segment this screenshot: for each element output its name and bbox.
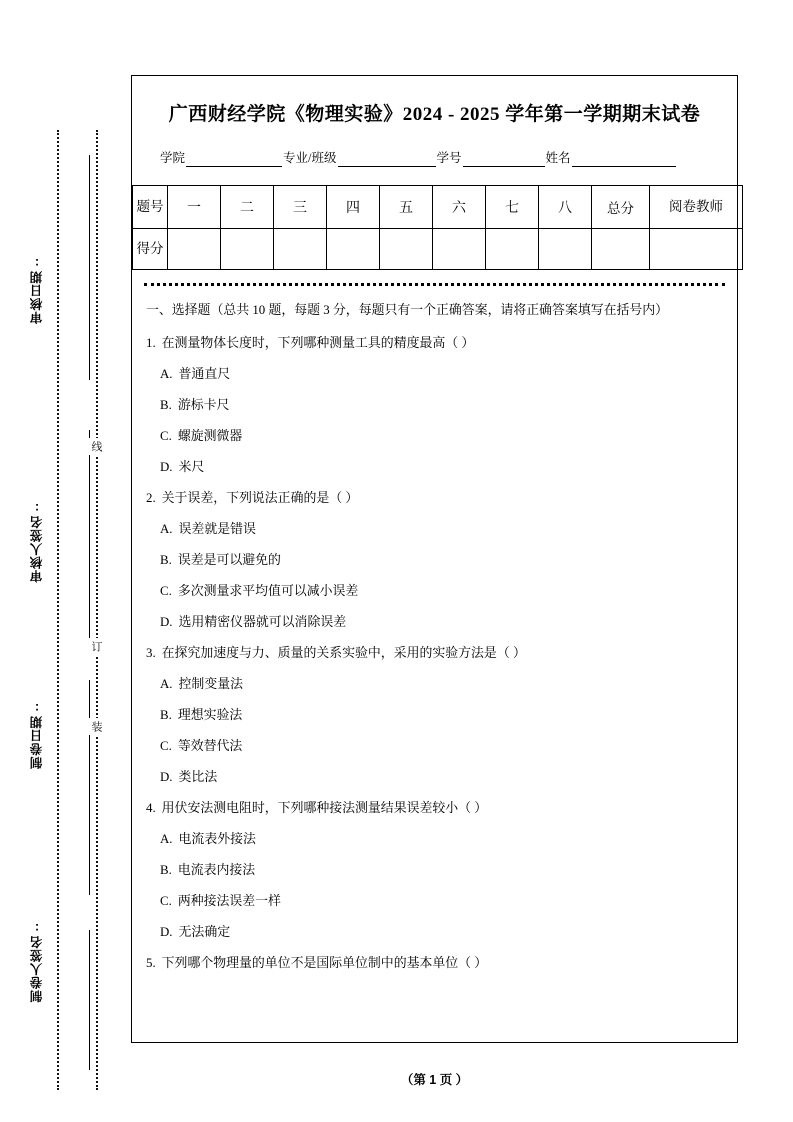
option-text: 误差就是错误: [178, 522, 256, 536]
question-option[interactable]: [160, 612, 723, 632]
score-cell-q6[interactable]: [433, 229, 486, 270]
question-option[interactable]: [160, 519, 723, 539]
section-heading: 一、选择题（总共 10 题，每题 3 分，每题只有一个正确答案，请将正确答案填写在括号内）: [146, 303, 669, 317]
section-divider: [144, 283, 725, 286]
question-option[interactable]: [160, 674, 723, 694]
question-option[interactable]: [160, 550, 723, 570]
score-table: [132, 185, 743, 270]
margin-label-reviewer-signature: 审核人签名:: [30, 500, 44, 583]
table-row-question-numbers: [133, 186, 743, 229]
margin-dotted-line-inner: [57, 130, 59, 1090]
exam-paper: [131, 75, 738, 1043]
row-header-score: 得分: [133, 229, 168, 270]
question-text: 在探究加速度与力、质量的关系实验中，采用的实验方法是（ ）: [161, 646, 526, 660]
table-row-scores: [133, 229, 743, 270]
question-number: 5.: [146, 956, 156, 970]
question-option[interactable]: [160, 705, 723, 725]
option-text: 多次测量求平均值可以减小误差: [177, 584, 359, 598]
question-option[interactable]: [160, 860, 723, 880]
question-option[interactable]: [160, 426, 723, 446]
question-stem: [146, 798, 723, 818]
option-text: 无法确定: [178, 925, 231, 939]
question-stem: [146, 333, 723, 353]
option-key: A.: [160, 832, 173, 846]
table-cell-q4: 四: [327, 186, 380, 229]
option-key: B.: [160, 708, 172, 722]
option-text: 电流表外接法: [178, 832, 256, 846]
table-cell-q6: 六: [433, 186, 486, 229]
question-option[interactable]: [160, 891, 723, 911]
table-cell-q7: 七: [486, 186, 539, 229]
margin-label-preparer-signature: 制卷人签名:: [30, 920, 44, 1003]
question-text: 用伏安法测电阻时，下列哪种接法测量结果误差较小（ ）: [161, 801, 488, 815]
page-footer: （第 1 页 ）: [400, 1073, 469, 1087]
option-key: D.: [160, 770, 173, 784]
info-label-college: 学院: [160, 151, 186, 165]
info-label-major-class: 专业/班级: [283, 151, 337, 165]
question-option[interactable]: [160, 829, 723, 849]
option-key: B.: [160, 863, 172, 877]
option-text: 两种接法误差一样: [177, 894, 281, 908]
question-option[interactable]: [160, 767, 723, 787]
table-cell-q8: 八: [539, 186, 592, 229]
score-cell-q2[interactable]: [221, 229, 274, 270]
score-cell-q3[interactable]: [274, 229, 327, 270]
question-option[interactable]: [160, 581, 723, 601]
score-cell-q8[interactable]: [539, 229, 592, 270]
option-key: B.: [160, 553, 172, 567]
question-text: 关于误差，下列说法正确的是（ ）: [161, 491, 359, 505]
table-cell-q5: 五: [380, 186, 433, 229]
info-blank-name[interactable]: [572, 152, 676, 167]
question-option[interactable]: [160, 395, 723, 415]
option-text: 控制变量法: [178, 677, 243, 691]
score-cell-q5[interactable]: [380, 229, 433, 270]
score-cell-teacher[interactable]: [650, 229, 743, 270]
option-key: C.: [160, 429, 172, 443]
option-text: 螺旋测微器: [177, 429, 243, 443]
question-stem: [146, 643, 723, 663]
option-text: 游标卡尺: [177, 398, 230, 412]
option-text: 普通直尺: [178, 367, 231, 381]
score-cell-q1[interactable]: [168, 229, 221, 270]
score-cell-q4[interactable]: [327, 229, 380, 270]
row-header-question-number: 题号: [133, 186, 168, 229]
option-text: 误差是可以避免的: [177, 553, 281, 567]
info-blank-major-class[interactable]: [338, 152, 436, 167]
option-text: 电流表内接法: [177, 863, 256, 877]
question-number: 1.: [146, 336, 156, 350]
info-label-name: 姓名: [545, 151, 571, 165]
table-cell-total-label: 总分: [592, 186, 650, 229]
option-text: 米尺: [178, 460, 205, 474]
option-text: 选用精密仪器就可以消除误差: [178, 615, 347, 629]
question-stem: [146, 488, 723, 508]
table-cell-teacher-label: 阅卷教师: [650, 186, 743, 229]
question-option[interactable]: [160, 457, 723, 477]
question-number: 3.: [146, 646, 156, 660]
option-key: D.: [160, 460, 173, 474]
student-info-line: [160, 148, 717, 167]
table-cell-q1: 一: [168, 186, 221, 229]
margin-rule-3: [89, 680, 90, 895]
option-key: A.: [160, 677, 173, 691]
table-cell-q2: 二: [221, 186, 274, 229]
seam-char-pack: 装: [88, 718, 104, 735]
seam-char-bind: 订: [88, 638, 104, 655]
option-key: C.: [160, 739, 172, 753]
margin-rule-2: [89, 430, 90, 655]
question-option[interactable]: [160, 364, 723, 384]
question-number: 4.: [146, 801, 156, 815]
info-label-student-id: 学号: [436, 151, 462, 165]
left-margin-binding-area: [0, 0, 131, 1122]
option-text: 类比法: [178, 770, 218, 784]
question-stem: [146, 953, 723, 973]
margin-dotted-line-outer: [96, 130, 98, 1090]
question-text: 在测量物体长度时，下列哪种测量工具的精度最高（ ）: [161, 336, 475, 350]
option-text: 等效替代法: [177, 739, 243, 753]
question-option[interactable]: [160, 736, 723, 756]
info-blank-student-id[interactable]: [463, 152, 545, 167]
question-text: 下列哪个物理量的单位不是国际单位制中的基本单位（ ）: [161, 956, 488, 970]
question-number: 2.: [146, 491, 156, 505]
margin-rule-1: [89, 155, 90, 380]
margin-rule-4: [89, 930, 90, 1070]
option-key: D.: [160, 615, 173, 629]
score-cell-q7[interactable]: [486, 229, 539, 270]
table-cell-q3: 三: [274, 186, 327, 229]
margin-label-review-date: 审核日期:: [30, 255, 44, 324]
margin-label-prepare-date: 制卷日期:: [30, 700, 44, 769]
option-text: 理想实验法: [177, 708, 243, 722]
option-key: C.: [160, 584, 172, 598]
option-key: D.: [160, 925, 173, 939]
seam-char-line: 线: [88, 438, 104, 455]
option-key: A.: [160, 367, 173, 381]
page-title: 广西财经学院《物理实验》2024 - 2025 学年第一学期期末试卷: [168, 104, 701, 125]
option-key: A.: [160, 522, 173, 536]
score-cell-total[interactable]: [592, 229, 650, 270]
option-key: C.: [160, 894, 172, 908]
option-key: B.: [160, 398, 172, 412]
info-blank-college[interactable]: [186, 152, 282, 167]
question-option[interactable]: [160, 922, 723, 942]
question-body: [146, 300, 723, 973]
